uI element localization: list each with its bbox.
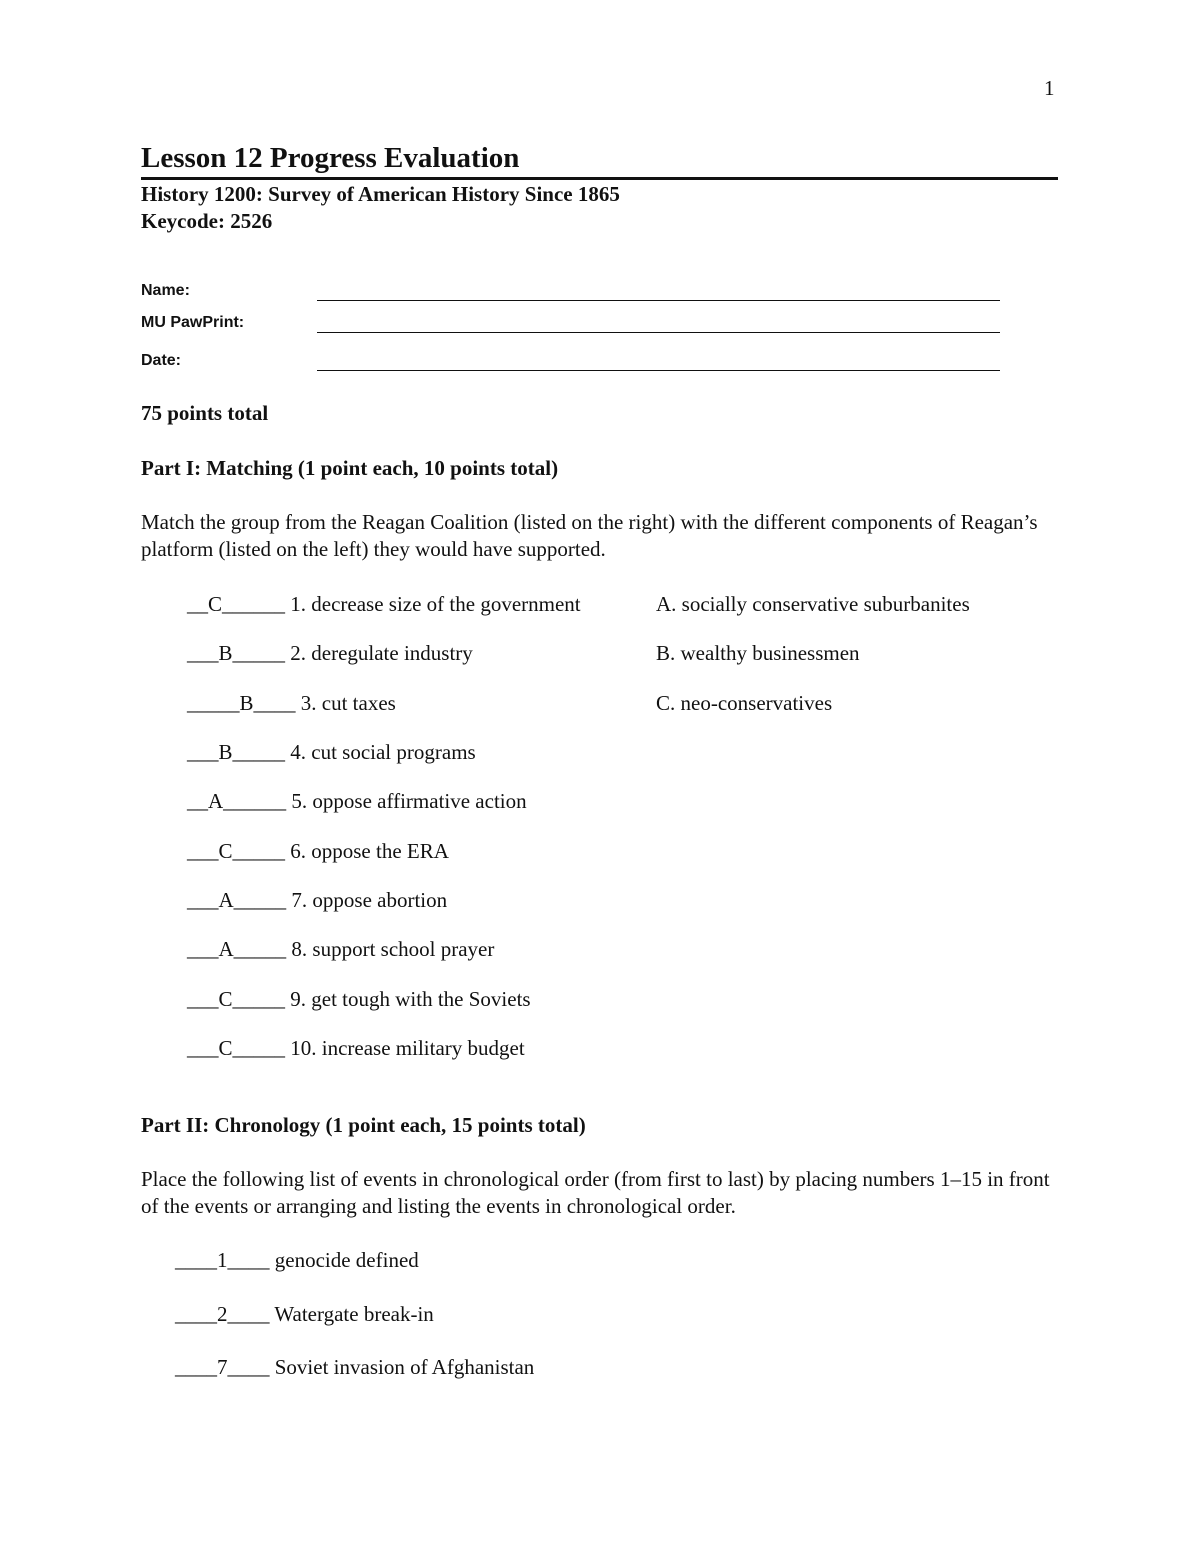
matching-item-1: __C______ 1. decrease size of the government: [187, 592, 581, 616]
chronology-item-1: ____1____ genocide defined: [175, 1248, 419, 1272]
part1-instructions: Match the group from the Reagan Coalition (listed on the right) with the different components of Reagan’s platform (listed on the left) they would have supported.: [141, 510, 1038, 561]
matching-item-3: _____B____ 3. cut taxes: [187, 691, 396, 715]
matching-item-5: __A______ 5. oppose affirmative action: [187, 789, 527, 813]
part1-heading: Part I: Matching (1 point each, 10 points total): [141, 456, 559, 480]
date-field[interactable]: [317, 370, 1000, 371]
matching-item-10: ___C_____ 10. increase military budget: [187, 1036, 525, 1060]
name-label: Name:: [141, 282, 190, 299]
date-label: Date:: [141, 352, 182, 369]
part2-instructions: Place the following list of events in chronological order (from first to last) by placing numbers 1–15 in front of the events or arranging and listing the events in chronological order.: [141, 1167, 1050, 1218]
matching-item-7: ___A_____ 7. oppose abortion: [187, 888, 448, 912]
matching-item-9: ___C_____ 9. get tough with the Soviets: [187, 987, 531, 1011]
name-field[interactable]: [317, 300, 1000, 301]
chronology-item-2: ____2____ Watergate break-in: [175, 1302, 434, 1326]
matching-item-8: ___A_____ 8. support school prayer: [187, 937, 495, 961]
option-c: C. neo-conservatives: [656, 691, 833, 715]
pawprint-field[interactable]: [317, 332, 1000, 333]
option-a: A. socially conservative suburbanites: [656, 592, 970, 616]
matching-item-6: ___C_____ 6. oppose the ERA: [187, 839, 449, 863]
page-number: 1: [1044, 76, 1055, 100]
part2-heading: Part II: Chronology (1 point each, 15 points total): [141, 1113, 586, 1137]
pawprint-label: MU PawPrint:: [141, 314, 245, 331]
option-b: B. wealthy businessmen: [656, 641, 860, 665]
points-total: 75 points total: [141, 401, 269, 425]
matching-item-2: ___B_____ 2. deregulate industry: [187, 641, 473, 665]
matching-item-4: ___B_____ 4. cut social programs: [187, 740, 476, 764]
course-name: History 1200: Survey of American History Since 1865: [141, 182, 620, 206]
page-title: Lesson 12 Progress Evaluation: [141, 142, 520, 174]
chronology-item-3: ____7____ Soviet invasion of Afghanistan: [175, 1355, 535, 1379]
title-divider: [141, 177, 1058, 180]
keycode: Keycode: 2526: [141, 209, 273, 233]
